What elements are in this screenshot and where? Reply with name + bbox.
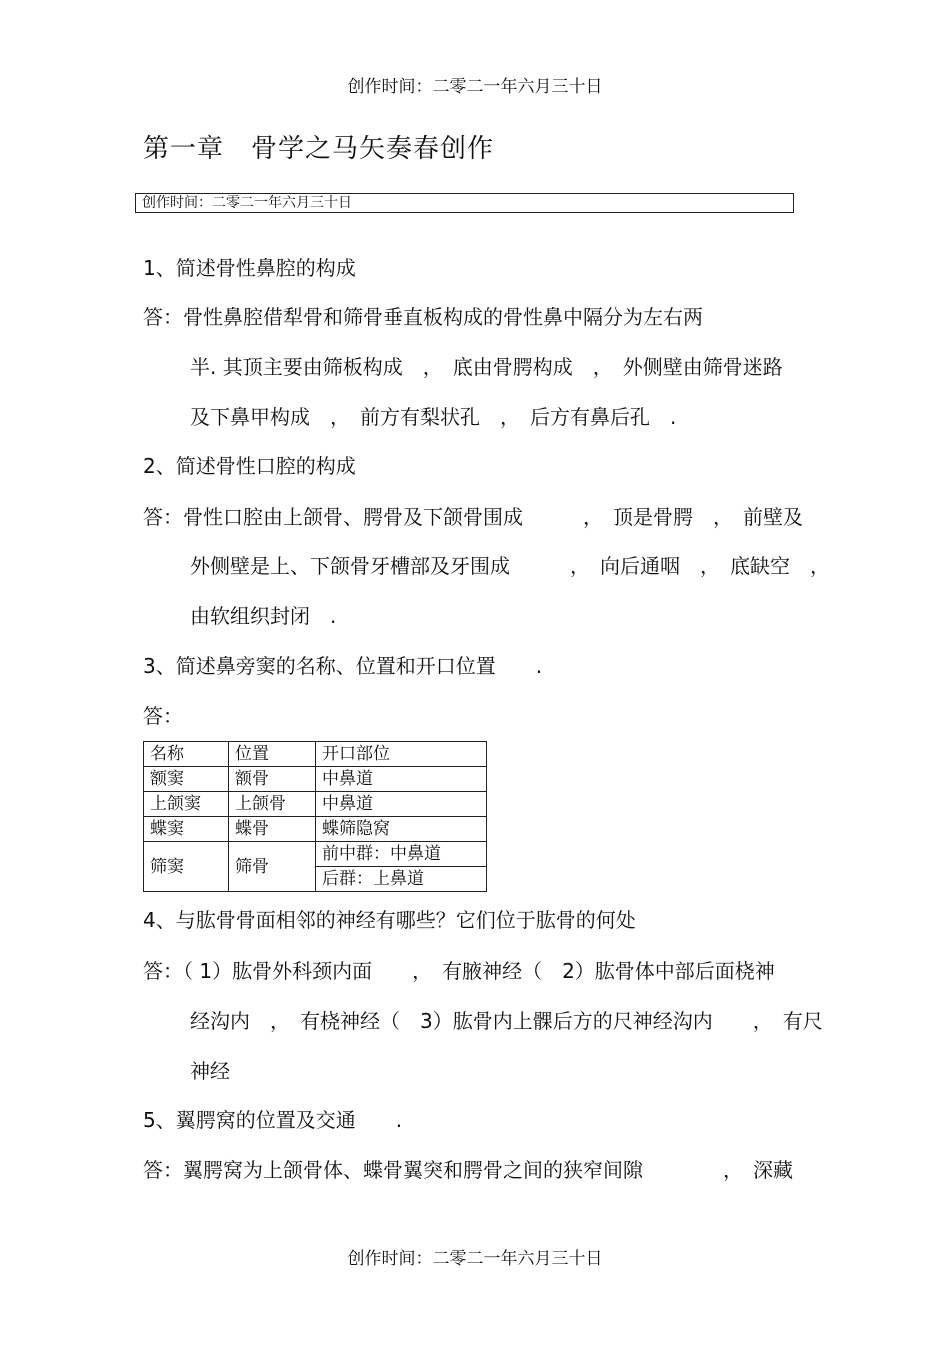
question-5: 5、翼腭窝的位置及交通 . — [143, 1108, 403, 1132]
question-2: 2、简述骨性口腔的构成 — [143, 454, 356, 478]
answer-1-line-1: 答：骨性鼻腔借犁骨和筛骨垂直板构成的骨性鼻中隔分为左右两 — [143, 305, 703, 329]
table-cell: 中鼻道 — [316, 767, 487, 792]
question-3: 3、简述鼻旁窦的名称、位置和开口位置 . — [143, 654, 543, 678]
creation-time-box: 创作时间：二零二一年六月三十日 — [135, 193, 794, 213]
table-row — [144, 767, 487, 792]
sinus-table — [143, 741, 487, 892]
table-cell: 后群：上鼻道 — [316, 867, 487, 892]
table-cell: 额窦 — [144, 767, 229, 792]
table-cell: 中鼻道 — [316, 792, 487, 817]
question-4: 4、与肱骨骨面相邻的神经有哪些？它们位于肱骨的何处 — [143, 908, 636, 932]
table-header-cell: 开口部位 — [316, 742, 487, 767]
table-header-cell: 位置 — [229, 742, 316, 767]
answer-2-line-2: 外侧壁是上、下颌骨牙槽部及牙围成 ， 向后通咽 ， 底缺空 ， — [190, 554, 830, 578]
answer-4-line-2: 经沟内 ， 有桡神经（ 3）肱骨内上髁后方的尺神经沟内 ， 有尺 — [190, 1009, 823, 1033]
table-cell: 筛窦 — [144, 842, 229, 892]
table-row — [144, 842, 487, 867]
answer-2-line-1: 答：骨性口腔由上颌骨、腭骨及下颌骨围成 ， 顶是骨腭 ， 前壁及 — [143, 505, 803, 529]
table-row — [144, 792, 487, 817]
answer-4-line-3: 神经 — [190, 1059, 230, 1083]
table-header-row — [144, 742, 487, 767]
page-footer: 创作时间：二零二一年六月三十日 — [347, 1249, 603, 1269]
table-cell: 前中群：中鼻道 — [316, 842, 487, 867]
answer-1-line-2: 半. 其顶主要由筛板构成 ， 底由骨腭构成 ， 外侧壁由筛骨迷路 — [190, 355, 783, 379]
answer-2-line-3: 由软组织封闭 . — [190, 604, 337, 628]
table-cell: 筛骨 — [229, 842, 316, 892]
chapter-title: 第一章 骨学之马矢奏春创作 — [143, 134, 495, 164]
question-1: 1、简述骨性鼻腔的构成 — [143, 256, 356, 280]
table-cell: 上颌骨 — [229, 792, 316, 817]
answer-3-label: 答： — [143, 704, 183, 728]
table-cell: 蝶窦 — [144, 817, 229, 842]
answer-1-line-3: 及下鼻甲构成 ， 前方有梨状孔 ， 后方有鼻后孔 . — [190, 405, 677, 429]
page-header: 创作时间：二零二一年六月三十日 — [347, 77, 603, 97]
table-cell: 蝶筛隐窝 — [316, 817, 487, 842]
table-cell: 蝶骨 — [229, 817, 316, 842]
answer-5-line-1: 答：翼腭窝为上颌骨体、蝶骨翼突和腭骨之间的狭窄间隙 ， 深藏 — [143, 1158, 793, 1182]
table-cell: 上颌窦 — [144, 792, 229, 817]
answer-4-line-1: 答：（ 1）肱骨外科颈内面 ， 有腋神经（ 2）肱骨体中部后面桡神 — [143, 959, 775, 983]
table-cell: 额骨 — [229, 767, 316, 792]
table-row — [144, 817, 487, 842]
table-header-cell: 名称 — [144, 742, 229, 767]
